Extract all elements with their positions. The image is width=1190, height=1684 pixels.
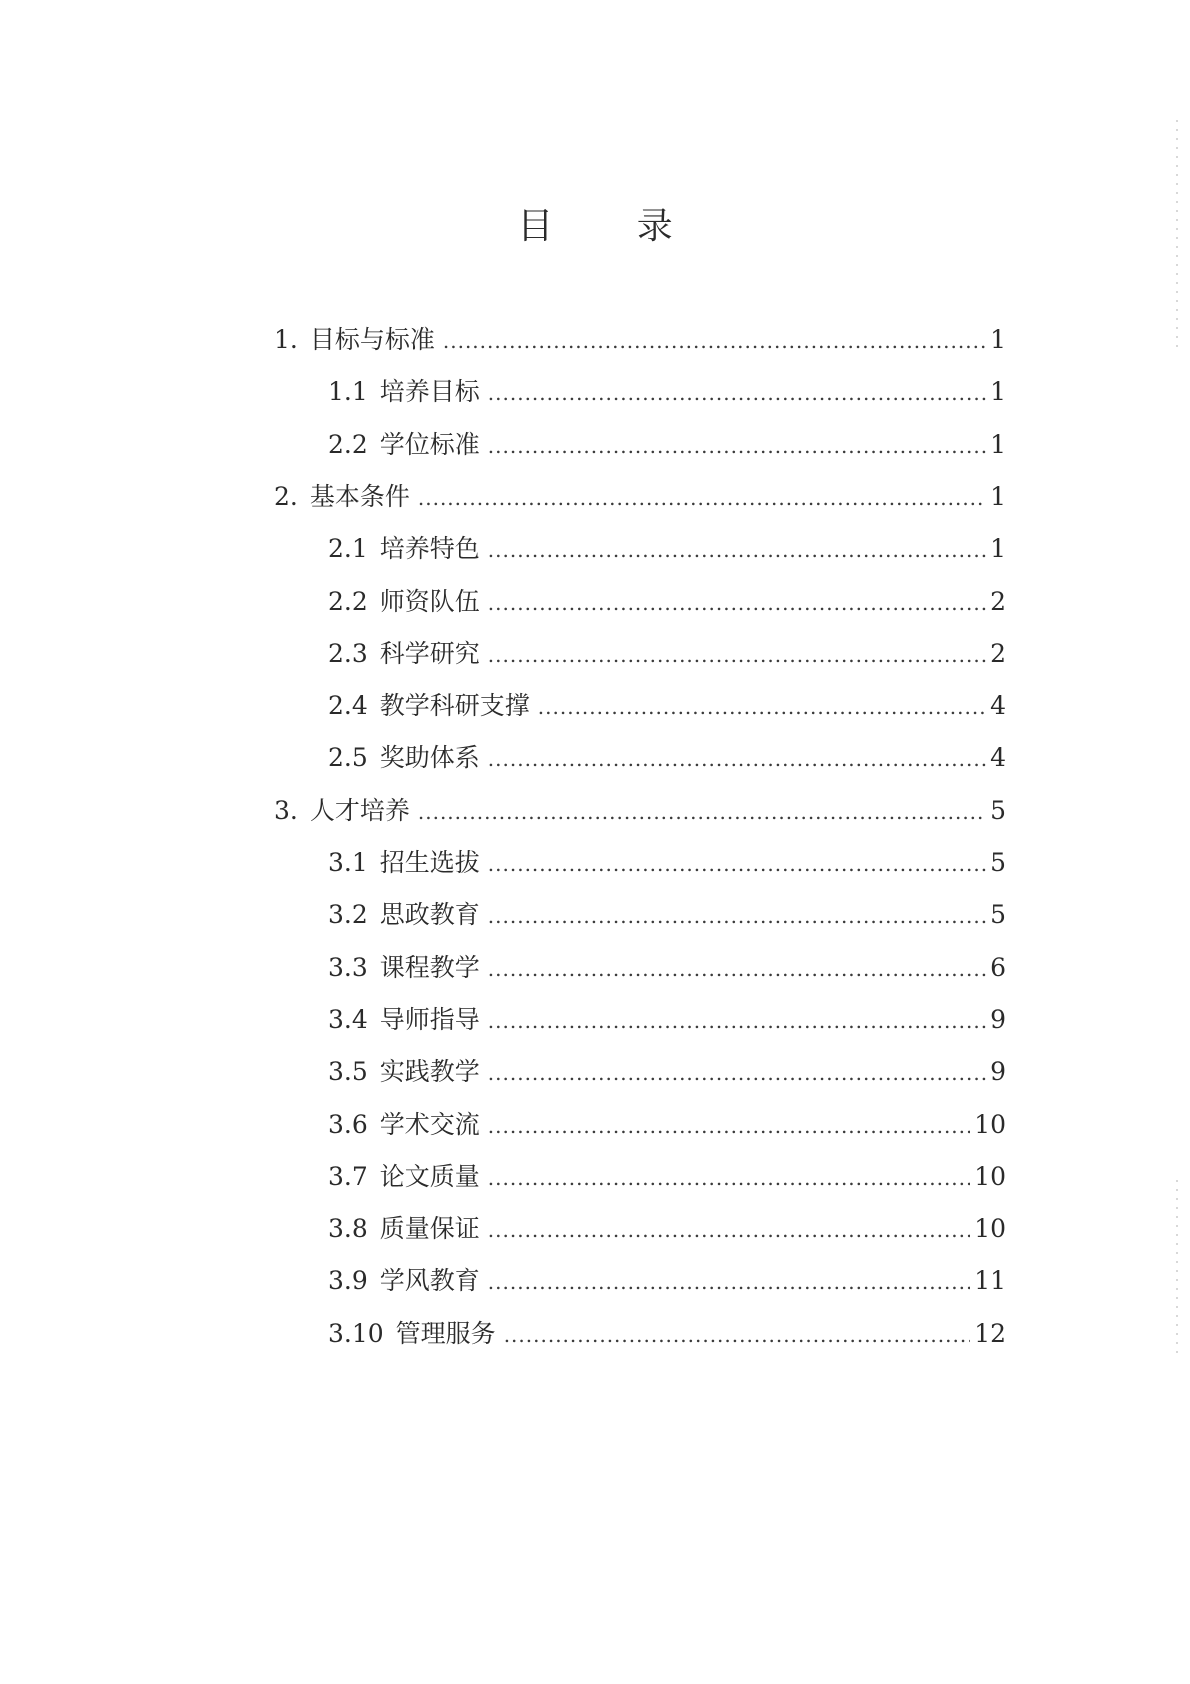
toc-dot-leader (443, 323, 986, 359)
toc-entry-number: 1. (274, 325, 298, 354)
toc-dot-leader (488, 951, 986, 987)
toc-dot-leader (504, 1317, 971, 1353)
toc-entry-number: 1.1 (328, 377, 368, 406)
toc-entry-page-number: 4 (990, 691, 1006, 720)
toc-dot-leader (488, 428, 986, 464)
toc-entry-page-number: 1 (990, 482, 1006, 511)
toc-entry-page-number: 4 (990, 743, 1006, 772)
toc-entry-title: 师资队伍 (379, 587, 480, 616)
toc-entry-page-number: 1 (990, 325, 1006, 354)
toc-entry-page-number: 1 (990, 377, 1006, 406)
toc-entry-title: 实践教学 (379, 1057, 480, 1086)
toc-entry[interactable] (328, 374, 1006, 410)
toc-entry-title: 学风教育 (379, 1266, 480, 1295)
toc-entry-page-number: 9 (990, 1005, 1006, 1034)
toc-title: 目 录 (517, 206, 709, 247)
toc-entry[interactable] (328, 584, 1006, 620)
toc-dot-leader (418, 480, 986, 516)
toc-entry-title: 思政教育 (379, 900, 480, 929)
toc-entry-title: 课程教学 (379, 953, 480, 982)
toc-entry[interactable] (328, 636, 1006, 672)
toc-entry-number: 3.5 (328, 1057, 368, 1086)
toc-entry-number: 2.5 (328, 743, 368, 772)
toc-entry-number: 3.10 (328, 1319, 384, 1348)
toc-entry-title: 导师指导 (379, 1005, 480, 1034)
toc-entry[interactable] (328, 950, 1006, 986)
toc-dot-leader (488, 637, 986, 673)
toc-dot-leader (488, 741, 986, 777)
toc-entry-page-number: 5 (990, 848, 1006, 877)
toc-entry-title: 培养特色 (379, 534, 480, 563)
toc-entry[interactable] (328, 1211, 1006, 1247)
toc-entry-number: 3.1 (328, 848, 368, 877)
toc-entry-title: 培养目标 (379, 377, 480, 406)
toc-dot-leader (488, 1055, 986, 1091)
toc-entry-number: 2.2 (328, 587, 368, 616)
toc-entry[interactable] (328, 427, 1006, 463)
toc-entry[interactable] (328, 1263, 1006, 1299)
toc-entry-page-number: 9 (990, 1057, 1006, 1086)
toc-entry-number: 3.3 (328, 953, 368, 982)
toc-entry-title: 管理服务 (395, 1319, 496, 1348)
toc-entry-title: 学术交流 (379, 1110, 480, 1139)
toc-entry-page-number: 6 (990, 953, 1006, 982)
scan-margin-mark (1176, 120, 1178, 350)
toc-entry-title: 教学科研支撑 (379, 691, 530, 720)
toc-entry-number: 2.4 (328, 691, 368, 720)
toc-dot-leader (488, 846, 986, 882)
toc-entry-title: 质量保证 (379, 1214, 480, 1243)
toc-dot-leader (488, 585, 986, 621)
toc-entry-title: 论文质量 (379, 1162, 480, 1191)
toc-entry-title: 人才培养 (309, 796, 410, 825)
toc-dot-leader (418, 794, 986, 830)
toc-entry-page-number: 1 (990, 534, 1006, 563)
toc-entry[interactable] (328, 1054, 1006, 1090)
toc-entry-number: 2.3 (328, 639, 368, 668)
toc-dot-leader (488, 1108, 970, 1144)
toc-entry[interactable] (274, 322, 1006, 358)
toc-entry-number: 2.1 (328, 534, 368, 563)
toc-entry[interactable] (328, 531, 1006, 567)
toc-entry-number: 3.2 (328, 900, 368, 929)
toc-entry-page-number: 2 (990, 587, 1006, 616)
toc-entry[interactable] (328, 845, 1006, 881)
toc-entry-title: 科学研究 (379, 639, 480, 668)
toc-dot-leader (488, 1160, 970, 1196)
toc-entry-number: 3.6 (328, 1110, 368, 1139)
toc-entry-title: 目标与标准 (309, 325, 435, 354)
toc-dot-leader (538, 689, 986, 725)
toc-entry[interactable] (328, 1002, 1006, 1038)
toc-entry[interactable] (328, 688, 1006, 724)
toc-entry-number: 3.4 (328, 1005, 368, 1034)
toc-entry-page-number: 12 (974, 1319, 1006, 1348)
toc-entry-page-number: 10 (974, 1110, 1006, 1139)
toc-dot-leader (488, 1212, 970, 1248)
toc-entry-title: 招生选拔 (379, 848, 480, 877)
toc-entry[interactable] (328, 740, 1006, 776)
toc-entry-page-number: 1 (990, 430, 1006, 459)
toc-entry-page-number: 5 (990, 796, 1006, 825)
toc-entry-title: 学位标准 (379, 430, 480, 459)
toc-dot-leader (488, 898, 986, 934)
toc-entry[interactable] (328, 1159, 1006, 1195)
toc-entry[interactable] (328, 1316, 1006, 1352)
toc-entry-number: 3. (274, 796, 298, 825)
toc-entry-page-number: 10 (974, 1214, 1006, 1243)
toc-entry[interactable] (274, 793, 1006, 829)
toc-entry-title: 基本条件 (309, 482, 410, 511)
toc-entry[interactable] (328, 897, 1006, 933)
toc-entry-page-number: 5 (990, 900, 1006, 929)
toc-entry[interactable] (328, 1107, 1006, 1143)
scan-margin-mark (1176, 1180, 1178, 1360)
toc-entry[interactable] (274, 479, 1006, 515)
toc-entry-number: 2. (274, 482, 298, 511)
toc-dot-leader (488, 1264, 970, 1300)
toc-dot-leader (488, 375, 986, 411)
toc-entry-page-number: 10 (974, 1162, 1006, 1191)
toc-entry-number: 2.2 (328, 430, 368, 459)
toc-entry-number: 3.9 (328, 1266, 368, 1295)
toc-entry-number: 3.7 (328, 1162, 368, 1191)
toc-dot-leader (488, 1003, 986, 1039)
toc-entry-title: 奖助体系 (379, 743, 480, 772)
toc-entry-page-number: 11 (974, 1266, 1006, 1295)
toc-dot-leader (488, 532, 986, 568)
toc-entry-number: 3.8 (328, 1214, 368, 1243)
toc-entry-page-number: 2 (990, 639, 1006, 668)
